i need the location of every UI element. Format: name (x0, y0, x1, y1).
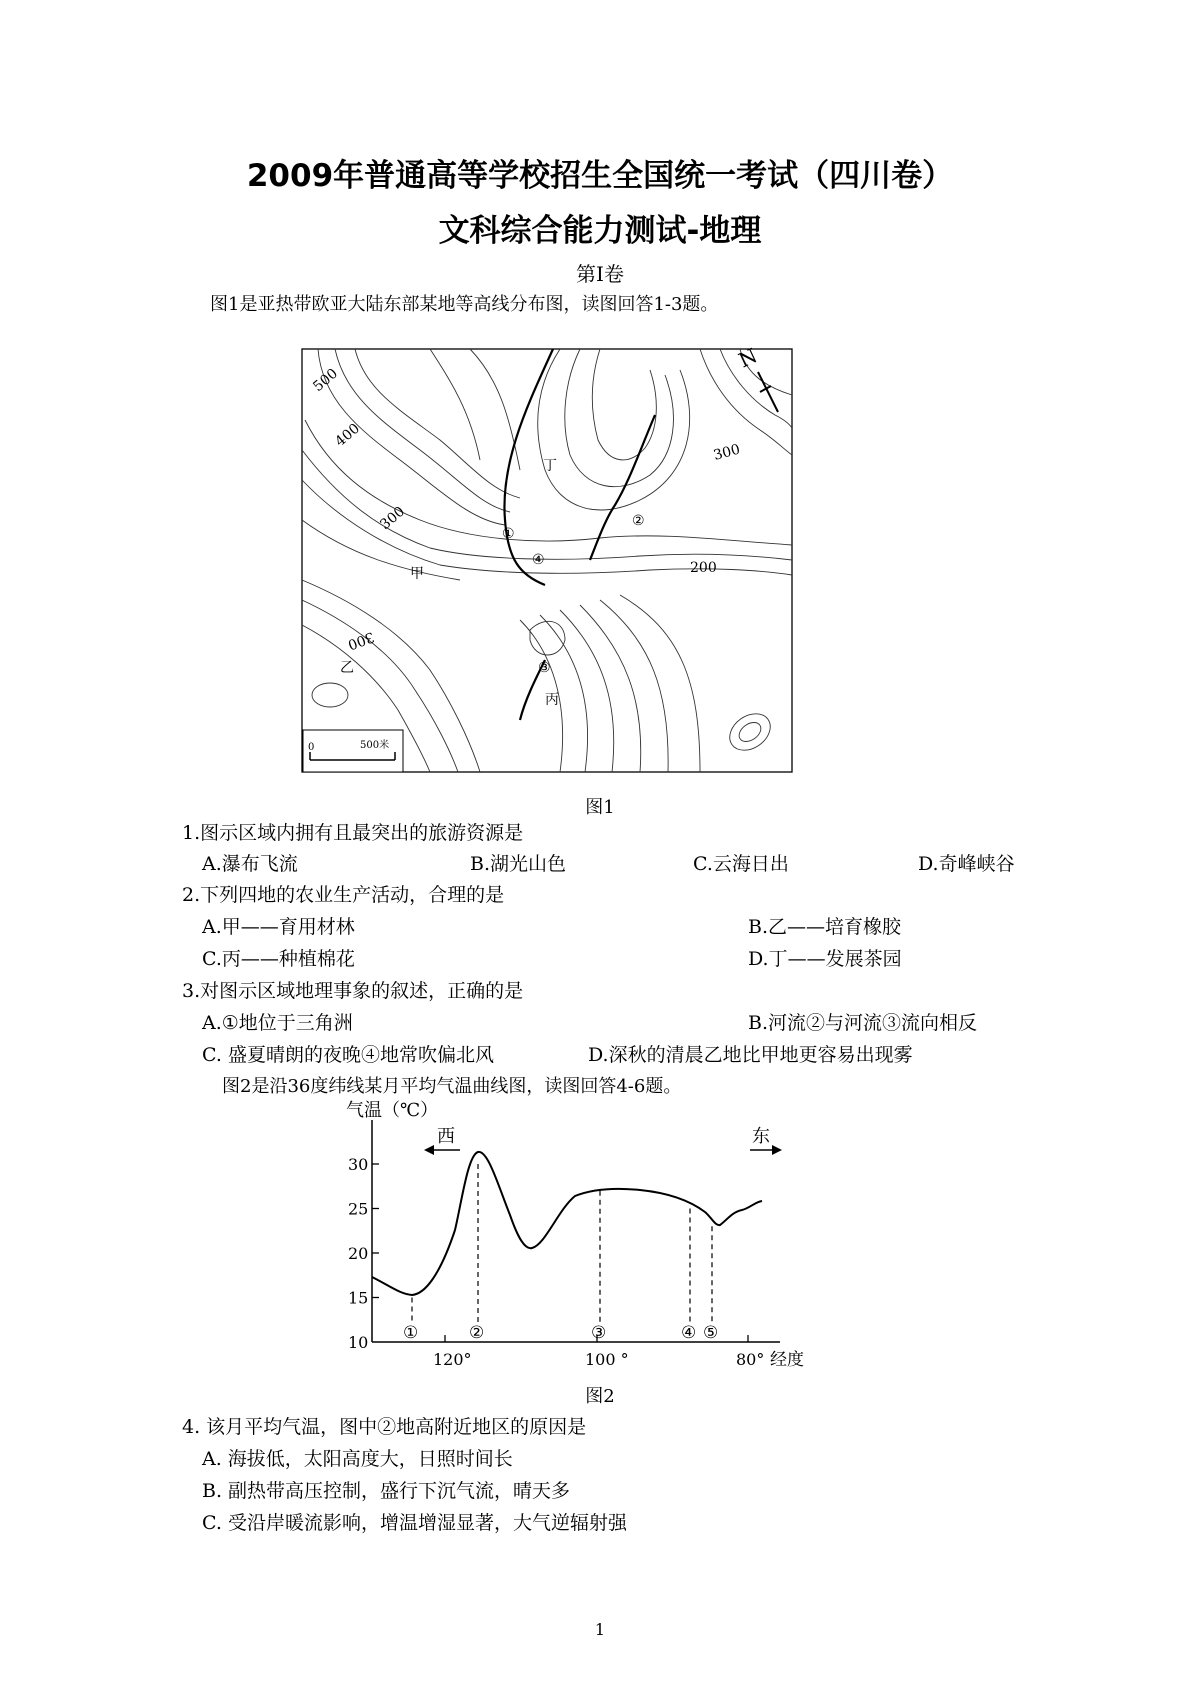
x-tick-120: 120° (433, 1350, 472, 1369)
q3-option-b: B.河流②与河流③流向相反 (748, 1012, 978, 1034)
scale-length: 500米 (360, 740, 390, 751)
contour-label-300-east: 300 (711, 441, 742, 464)
place-bing: 丙 (545, 692, 559, 708)
direction-west: 西 (437, 1126, 455, 1147)
marker-2: ② (632, 513, 645, 529)
marker-1: ① (502, 526, 515, 542)
y-tick-20: 20 (348, 1244, 369, 1263)
contour-label-500: 500 (310, 365, 342, 396)
q2-stem: 2.下列四地的农业生产活动，合理的是 (182, 884, 505, 906)
point-label-4: ④ (681, 1323, 697, 1343)
place-jia: 甲 (410, 566, 424, 582)
q2-option-c: C.丙——种植棉花 (202, 948, 355, 970)
place-ding: 丁 (543, 458, 557, 474)
y-tick-10: 10 (348, 1333, 369, 1352)
x-tick-80: 80° (736, 1350, 765, 1369)
q3-option-a: A.①地位于三角洲 (202, 1012, 353, 1034)
q3-option-d: D.深秋的清晨乙地比甲地更容易出现雾 (588, 1044, 913, 1066)
point-label-1: ① (403, 1323, 419, 1343)
figure2-intro: 图2是沿36度纬线某月平均气温曲线图，读图回答4-6题。 (222, 1076, 682, 1097)
exam-subtitle: 文科综合能力测试-地理 (438, 213, 762, 249)
marker-3: ③ (538, 660, 551, 676)
q2-option-a: A.甲——育用材林 (202, 916, 355, 938)
q4-option-c: C. 受沿岸暖流影响，增温增湿显著，大气逆辐射强 (202, 1512, 627, 1534)
q3-option-c: C. 盛夏晴朗的夜晚④地常吹偏北风 (202, 1044, 494, 1066)
q1-option-b: B.湖光山色 (470, 853, 567, 875)
q2-option-b: B.乙——培育橡胶 (748, 916, 902, 938)
x-axis-label: 经度 (770, 1350, 804, 1370)
marker-4: ④ (532, 552, 545, 568)
arrow-west-icon (424, 1145, 434, 1155)
y-tick-15: 15 (348, 1288, 369, 1308)
contour-label-400: 400 (332, 420, 364, 451)
section-label: 第Ⅰ卷 (576, 262, 624, 286)
exam-title: 2009年普通高等学校招生全国统一考试（四川卷） (246, 158, 954, 194)
x-tick-100: 100 ° (585, 1350, 629, 1369)
point-label-2: ② (469, 1323, 485, 1343)
contour-label-300-south: 300 (345, 628, 377, 653)
page-number: 1 (594, 1620, 606, 1639)
q3-stem: 3.对图示区域地理事象的叙述，正确的是 (182, 980, 524, 1002)
point-label-3: ③ (591, 1323, 607, 1343)
q1-option-d: D.奇峰峡谷 (918, 853, 1015, 875)
north-label: N (734, 343, 761, 373)
y-axis-label: 气温（℃） (346, 1100, 439, 1121)
temperature-curve (372, 1152, 762, 1295)
contour-label-300-west: 300 (377, 503, 409, 534)
arrow-east-icon (772, 1145, 782, 1155)
q1-option-a: A.瀑布飞流 (202, 853, 298, 875)
direction-east: 东 (752, 1126, 770, 1147)
q1-option-c: C.云海日出 (693, 853, 789, 875)
q4-option-a: A. 海拔低，太阳高度大，日照时间长 (202, 1448, 513, 1470)
q4-option-b: B. 副热带高压控制，盛行下沉气流，晴天多 (202, 1480, 571, 1502)
figure1-intro: 图1是亚热带欧亚大陆东部某地等高线分布图，读图回答1-3题。 (210, 294, 719, 315)
q2-option-d: D.丁——发展茶园 (748, 948, 902, 970)
figure2-caption: 图2 (585, 1386, 615, 1407)
scale-zero: 0 (308, 742, 315, 753)
q1-stem: 1.图示区域内拥有且最突出的旅游资源是 (182, 822, 524, 844)
figure1-caption: 图1 (585, 797, 615, 818)
contour-label-200: 200 (690, 560, 717, 576)
point-label-5: ⑤ (703, 1323, 719, 1343)
y-tick-30: 30 (348, 1155, 369, 1174)
place-yi: 乙 (340, 660, 354, 676)
q4-stem: 4. 该月平均气温，图中②地高附近地区的原因是 (182, 1416, 587, 1438)
y-tick-25: 25 (348, 1199, 369, 1219)
